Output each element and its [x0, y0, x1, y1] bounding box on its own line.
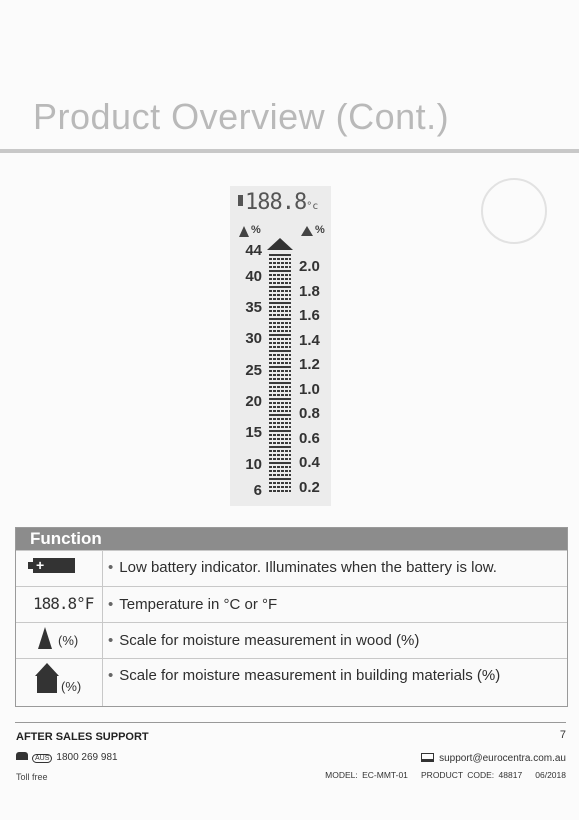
- function-table-header: [16, 528, 567, 550]
- function-desc-text: Temperature in °C or °F: [119, 596, 278, 613]
- house-pct-label: (%): [61, 679, 82, 694]
- lcd-house-icon: [301, 226, 313, 236]
- lcd-wood-scale-label: 30: [245, 330, 262, 347]
- lcd-bar-segment: [269, 286, 291, 288]
- temperature-display-icon: 188.8°F: [33, 594, 94, 613]
- tree-icon: [38, 627, 52, 649]
- function-desc-text: Scale for moisture measurement in building materials (%): [119, 667, 501, 684]
- lcd-bar-segment: [269, 422, 291, 424]
- after-sales-heading: AFTER SALES SUPPORT: [16, 731, 149, 743]
- lcd-wood-scale-label: 44: [245, 242, 262, 259]
- print-date: 06/2018: [535, 770, 566, 780]
- lcd-bar-segment: [269, 470, 291, 472]
- lcd-digits: 188.8: [245, 190, 307, 215]
- lcd-temperature-readout: [238, 190, 318, 215]
- lcd-bar-segment: [269, 266, 291, 268]
- lcd-bar-segment: [269, 450, 291, 452]
- function-row-temperature: [16, 586, 567, 623]
- function-table-title: Function: [30, 529, 102, 548]
- phone-icon: [16, 752, 28, 760]
- lcd-bar-segment: [269, 298, 291, 300]
- lcd-battery-icon: [238, 195, 243, 206]
- support-email: [421, 753, 566, 764]
- lcd-bar-segment: [269, 466, 291, 468]
- lcd-bar-segment: [269, 382, 291, 384]
- laptop-icon: [421, 753, 434, 762]
- lcd-bar-segment: [269, 262, 291, 264]
- function-icon-cell: [16, 623, 103, 659]
- lcd-bar-segment: [269, 390, 291, 392]
- lcd-bar-segment: [269, 290, 291, 292]
- lcd-wood-scale-label: 6: [253, 482, 262, 499]
- lcd-bar-segment: [269, 426, 291, 428]
- lcd-bar-segment: [269, 358, 291, 360]
- lcd-bar-segment: [269, 410, 291, 412]
- lcd-bar-segment: [269, 458, 291, 460]
- function-row-building: [16, 658, 567, 706]
- lcd-wood-scale-label: 35: [245, 299, 262, 316]
- toll-free-label: Toll free: [16, 772, 48, 782]
- house-icon: [35, 663, 59, 693]
- lcd-bar-segment: [269, 402, 291, 404]
- lcd-bar-segment: [269, 474, 291, 476]
- lcd-bar-segment: [269, 398, 291, 400]
- lcd-building-scale-label: 1.8: [299, 282, 320, 300]
- function-icon-cell: [16, 587, 103, 623]
- lcd-building-scale-label: 1.4: [299, 331, 320, 349]
- lcd-bar-segment: [269, 490, 291, 492]
- lcd-building-scale-label: 1.2: [299, 356, 320, 373]
- function-desc: • Scale for moisture measurement in wood (%): [108, 632, 420, 649]
- lcd-bar-segment: [269, 334, 291, 336]
- lcd-bar-segment: [269, 394, 291, 396]
- lcd-wood-scale-label: 40: [245, 268, 262, 285]
- lcd-building-scale-label: 0.8: [299, 405, 320, 422]
- lcd-bar-segment: [269, 338, 291, 340]
- lcd-bar-segment: [269, 366, 291, 368]
- lcd-bar-segment: [269, 374, 291, 376]
- function-desc-text: Low battery indicator. Illuminates when the battery is low.: [119, 559, 497, 576]
- lcd-bar-segment: [269, 310, 291, 312]
- lcd-bar-segment: [269, 414, 291, 416]
- lcd-bar-segment: [269, 350, 291, 352]
- email-address: support@eurocentra.com.au: [439, 753, 566, 764]
- lcd-bar-segment: [269, 278, 291, 280]
- lcd-wood-pct: %: [251, 224, 261, 236]
- lcd-tree-icon: [239, 226, 249, 237]
- lcd-display-illustration: [230, 186, 331, 506]
- lcd-bar-segment: [269, 302, 291, 304]
- lcd-building-scale-label: 1.6: [299, 307, 320, 324]
- lcd-bar-segment: [269, 438, 291, 440]
- lcd-wood-scale-label: 20: [245, 393, 262, 410]
- lcd-bar-segment: [269, 370, 291, 372]
- product-code: PRODUCT CODE: 48817: [421, 770, 523, 780]
- function-row-wood: [16, 622, 567, 659]
- model-info: [325, 770, 566, 780]
- lcd-bar-segment: [269, 482, 291, 484]
- lcd-wood-scale-label: 25: [245, 362, 262, 379]
- lcd-bar-segment: [269, 282, 291, 284]
- lcd-building-scale-label: 0.6: [299, 429, 320, 447]
- lcd-bar-segment: [269, 306, 291, 308]
- lcd-bar-segment: [269, 258, 291, 260]
- lcd-bar-segment: [269, 378, 291, 380]
- lcd-building-scale-label: 1.0: [299, 380, 320, 398]
- phone-number: 1800 269 981: [56, 752, 118, 763]
- aus-badge: AUS: [32, 754, 52, 763]
- lcd-bar-segment: [269, 342, 291, 344]
- function-icon-cell: [16, 551, 103, 587]
- function-table: [15, 527, 568, 707]
- lcd-unit: °c: [306, 201, 319, 212]
- lcd-bar-segment: [269, 486, 291, 488]
- lcd-building-scale-label: 2.0: [299, 258, 320, 275]
- lcd-bar-segment: [269, 354, 291, 356]
- lcd-bar-segment: [269, 462, 291, 464]
- lcd-bar-segment: [269, 318, 291, 320]
- lcd-wood-scale-label: 15: [245, 424, 262, 441]
- lcd-bar-segment: [269, 330, 291, 332]
- lcd-bar-graph: [269, 254, 291, 494]
- footer-rule: [15, 722, 566, 723]
- function-desc: • Scale for moisture measurement in building materials (%): [108, 667, 501, 684]
- lcd-bar-segment: [269, 386, 291, 388]
- lcd-bar-segment: [269, 442, 291, 444]
- battery-icon: +: [33, 558, 75, 573]
- lcd-bar-segment: [269, 406, 291, 408]
- function-row-battery: [16, 550, 567, 587]
- lcd-building-scale-label: 0.4: [299, 454, 320, 471]
- lcd-bar-segment: [269, 270, 291, 272]
- lcd-building-pct: %: [315, 224, 325, 236]
- lcd-bar-segment: [269, 418, 291, 420]
- lcd-bar-segment: [269, 454, 291, 456]
- lcd-bar-segment: [269, 274, 291, 276]
- model-number: MODEL: EC-MMT-01: [325, 770, 408, 780]
- lcd-bar-segment: [269, 446, 291, 448]
- lcd-bar-segment: [269, 346, 291, 348]
- tree-pct-label: (%): [58, 633, 79, 648]
- lcd-bar-segment: [269, 322, 291, 324]
- function-desc: • Temperature in °C or °F: [108, 596, 278, 613]
- title-rule: [0, 149, 579, 153]
- page-title: Product Overview (Cont.): [33, 96, 450, 137]
- lcd-bar-segment: [269, 362, 291, 364]
- function-desc-text: Scale for moisture measurement in wood (%): [119, 632, 420, 649]
- lcd-bar-segment: [269, 326, 291, 328]
- lcd-bar-top-arrow: [267, 238, 293, 250]
- bleed-through-circle: [481, 178, 547, 244]
- lcd-bar-segment: [269, 434, 291, 436]
- lcd-wood-scale-label: 10: [245, 456, 262, 473]
- lcd-bar-segment: [269, 478, 291, 480]
- lcd-bar-segment: [269, 314, 291, 316]
- lcd-bar-segment: [269, 430, 291, 432]
- lcd-bar-segment: [269, 254, 291, 256]
- page-number: 7: [559, 729, 566, 741]
- support-phone: [16, 752, 118, 763]
- function-icon-cell: [16, 659, 103, 706]
- function-desc: • Low battery indicator. Illuminates when the battery is low.: [108, 559, 497, 576]
- lcd-building-scale-label: 0.2: [299, 478, 320, 496]
- lcd-bar-segment: [269, 294, 291, 296]
